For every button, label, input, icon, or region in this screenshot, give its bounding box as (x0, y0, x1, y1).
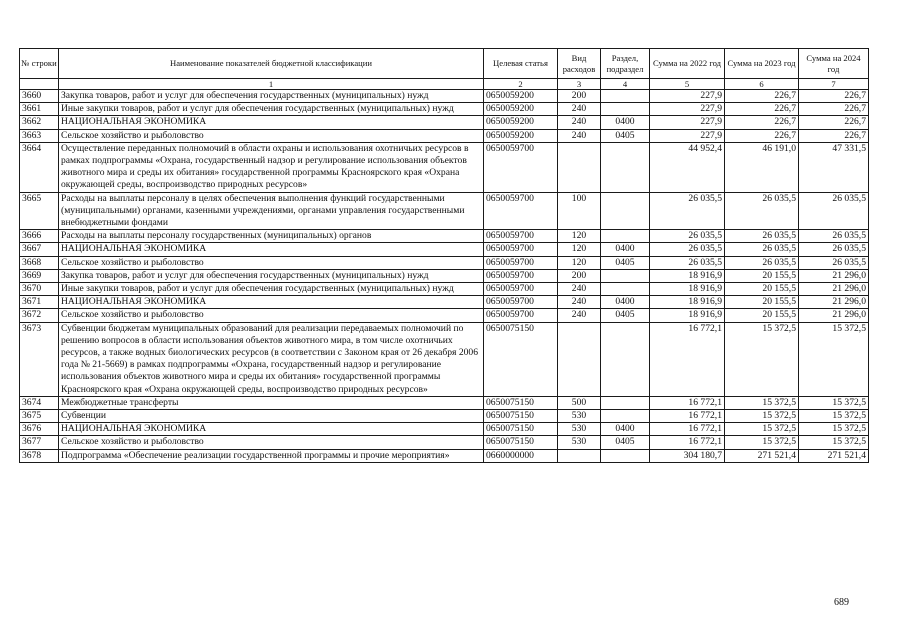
cell-expense-type: 240 (558, 116, 601, 129)
cell-target-code: 0650059700 (484, 296, 558, 309)
cell-sum-2024: 47 331,5 (799, 142, 869, 192)
column-number: 3 (558, 79, 601, 90)
cell-sum-2023: 20 155,5 (725, 283, 799, 296)
cell-expense-type (558, 142, 601, 192)
cell-row-number: 3664 (20, 142, 59, 192)
cell-row-number: 3668 (20, 256, 59, 269)
cell-sum-2024: 21 296,0 (799, 269, 869, 282)
cell-row-number: 3677 (20, 436, 59, 449)
cell-section: 0405 (601, 309, 650, 322)
column-number: 2 (484, 79, 558, 90)
table-row (20, 309, 869, 322)
cell-expense-type: 530 (558, 436, 601, 449)
cell-sum-2024: 226,7 (799, 129, 869, 142)
cell-name: НАЦИОНАЛЬНАЯ ЭКОНОМИКА (59, 296, 484, 309)
cell-target-code: 0650075150 (484, 423, 558, 436)
table-row (20, 296, 869, 309)
cell-sum-2022: 227,9 (650, 116, 725, 129)
cell-sum-2023: 26 035,5 (725, 230, 799, 243)
header-expense-type: Вид расходов (558, 49, 601, 79)
cell-row-number: 3671 (20, 296, 59, 309)
cell-row-number: 3663 (20, 129, 59, 142)
header-row (20, 49, 869, 79)
cell-expense-type (558, 449, 601, 462)
cell-section (601, 396, 650, 409)
cell-name: Подпрограмма «Обеспечение реализации государственной программы и прочие мероприятия» (59, 449, 484, 462)
cell-target-code: 0650059200 (484, 90, 558, 103)
cell-row-number: 3661 (20, 103, 59, 116)
table-row (20, 396, 869, 409)
cell-target-code: 0650059200 (484, 103, 558, 116)
cell-sum-2022: 26 035,5 (650, 192, 725, 230)
cell-target-code: 0650059700 (484, 192, 558, 230)
cell-sum-2022: 16 772,1 (650, 322, 725, 396)
cell-name: Иные закупки товаров, работ и услуг для обеспечения государственных (муниципальных) нужд (59, 283, 484, 296)
cell-row-number: 3673 (20, 322, 59, 396)
cell-sum-2023: 15 372,5 (725, 322, 799, 396)
cell-target-code: 0650059700 (484, 230, 558, 243)
cell-section (601, 269, 650, 282)
cell-expense-type: 200 (558, 269, 601, 282)
cell-sum-2023: 20 155,5 (725, 296, 799, 309)
cell-name: НАЦИОНАЛЬНАЯ ЭКОНОМИКА (59, 116, 484, 129)
header-sum-2022: Сумма на 2022 год (650, 49, 725, 79)
table-row (20, 436, 869, 449)
cell-section (601, 103, 650, 116)
cell-sum-2022: 227,9 (650, 90, 725, 103)
cell-name: Расходы на выплаты персоналу в целях обеспечения выполнения функций государственными (муниципальными) органами, казенными учреждениями, органами управления государственными внебюджетными фондами (59, 192, 484, 230)
cell-row-number: 3676 (20, 423, 59, 436)
cell-target-code: 0650075150 (484, 410, 558, 423)
cell-sum-2024: 26 035,5 (799, 243, 869, 256)
cell-section (601, 192, 650, 230)
cell-row-number: 3665 (20, 192, 59, 230)
cell-sum-2023: 26 035,5 (725, 256, 799, 269)
cell-name: Субвенции (59, 410, 484, 423)
cell-target-code: 0650059700 (484, 309, 558, 322)
cell-name: Сельское хозяйство и рыболовство (59, 309, 484, 322)
cell-expense-type: 100 (558, 192, 601, 230)
cell-sum-2024: 26 035,5 (799, 230, 869, 243)
column-number: 1 (59, 79, 484, 90)
cell-section: 0400 (601, 296, 650, 309)
header-row-no: № строки (20, 49, 59, 79)
table-row (20, 90, 869, 103)
cell-sum-2024: 26 035,5 (799, 192, 869, 230)
column-number: 6 (725, 79, 799, 90)
cell-expense-type: 240 (558, 309, 601, 322)
cell-sum-2022: 44 952,4 (650, 142, 725, 192)
cell-name: Иные закупки товаров, работ и услуг для обеспечения государственных (муниципальных) нужд (59, 103, 484, 116)
cell-sum-2024: 271 521,4 (799, 449, 869, 462)
cell-section: 0405 (601, 129, 650, 142)
cell-section (601, 90, 650, 103)
cell-section (601, 449, 650, 462)
cell-expense-type: 120 (558, 230, 601, 243)
table-row (20, 269, 869, 282)
cell-sum-2023: 226,7 (725, 90, 799, 103)
cell-sum-2024: 15 372,5 (799, 410, 869, 423)
header-section: Раздел, подраздел (601, 49, 650, 79)
table-row (20, 103, 869, 116)
cell-sum-2022: 18 916,9 (650, 309, 725, 322)
cell-row-number: 3674 (20, 396, 59, 409)
cell-expense-type: 120 (558, 243, 601, 256)
page-number: 689 (834, 597, 849, 608)
header-sum-2023: Сумма на 2023 год (725, 49, 799, 79)
cell-sum-2023: 271 521,4 (725, 449, 799, 462)
cell-sum-2022: 26 035,5 (650, 243, 725, 256)
cell-section (601, 322, 650, 396)
cell-sum-2023: 15 372,5 (725, 423, 799, 436)
cell-row-number: 3662 (20, 116, 59, 129)
cell-target-code: 0650059700 (484, 269, 558, 282)
table-row (20, 192, 869, 230)
table-row (20, 243, 869, 256)
cell-sum-2024: 21 296,0 (799, 283, 869, 296)
cell-sum-2022: 16 772,1 (650, 410, 725, 423)
cell-section (601, 283, 650, 296)
budget-table (19, 48, 869, 463)
cell-expense-type: 500 (558, 396, 601, 409)
header-target: Целевая статья (484, 49, 558, 79)
cell-section: 0405 (601, 436, 650, 449)
cell-sum-2022: 18 916,9 (650, 269, 725, 282)
cell-sum-2024: 226,7 (799, 90, 869, 103)
cell-section: 0400 (601, 243, 650, 256)
table-row (20, 449, 869, 462)
cell-name: Расходы на выплаты персоналу государственных (муниципальных) органов (59, 230, 484, 243)
cell-sum-2022: 18 916,9 (650, 283, 725, 296)
cell-sum-2024: 15 372,5 (799, 436, 869, 449)
cell-name: НАЦИОНАЛЬНАЯ ЭКОНОМИКА (59, 423, 484, 436)
cell-target-code: 0650075150 (484, 322, 558, 396)
cell-name: Закупка товаров, работ и услуг для обеспечения государственных (муниципальных) нужд (59, 90, 484, 103)
cell-sum-2023: 226,7 (725, 116, 799, 129)
cell-sum-2023: 26 035,5 (725, 192, 799, 230)
cell-sum-2024: 226,7 (799, 103, 869, 116)
header-sum-2024: Сумма на 2024 год (799, 49, 869, 79)
cell-row-number: 3666 (20, 230, 59, 243)
cell-expense-type: 530 (558, 410, 601, 423)
table-row (20, 322, 869, 396)
cell-sum-2024: 21 296,0 (799, 309, 869, 322)
cell-name: Субвенции бюджетам муниципальных образований для реализации передаваемых полномочий по решению вопросов в области использования объектов животного мира, в том числе охотничьих ресурсов, а также водных биологических ресурсов (в соответствии с Законом края от 26 декабря 2006 года № 21-5669) в рамках подпрограммы «Охрана, государственный надзор и регулирование использования объектов животного мира и среды их обитания» государственной программы Красноярского края «Охрана окружающей среды, воспроизводство природных ресурсов» (59, 322, 484, 396)
cell-sum-2022: 26 035,5 (650, 230, 725, 243)
cell-sum-2024: 15 372,5 (799, 322, 869, 396)
cell-row-number: 3667 (20, 243, 59, 256)
cell-sum-2023: 15 372,5 (725, 396, 799, 409)
cell-target-code: 0650075150 (484, 436, 558, 449)
cell-sum-2024: 226,7 (799, 116, 869, 129)
cell-sum-2024: 15 372,5 (799, 423, 869, 436)
cell-sum-2023: 20 155,5 (725, 269, 799, 282)
cell-section (601, 230, 650, 243)
cell-name: Межбюджетные трансферты (59, 396, 484, 409)
cell-row-number: 3669 (20, 269, 59, 282)
cell-sum-2023: 15 372,5 (725, 436, 799, 449)
cell-row-number: 3672 (20, 309, 59, 322)
cell-name: Закупка товаров, работ и услуг для обеспечения государственных (муниципальных) нужд (59, 269, 484, 282)
cell-target-code: 0650059700 (484, 256, 558, 269)
cell-sum-2022: 16 772,1 (650, 396, 725, 409)
cell-expense-type: 240 (558, 103, 601, 116)
table-row (20, 116, 869, 129)
cell-sum-2022: 16 772,1 (650, 423, 725, 436)
cell-row-number: 3678 (20, 449, 59, 462)
cell-target-code: 0650059200 (484, 116, 558, 129)
column-number-row (20, 79, 869, 90)
cell-section: 0400 (601, 423, 650, 436)
cell-row-number: 3670 (20, 283, 59, 296)
cell-name: Сельское хозяйство и рыболовство (59, 129, 484, 142)
cell-sum-2022: 16 772,1 (650, 436, 725, 449)
cell-target-code: 0650059700 (484, 243, 558, 256)
cell-target-code: 0650059700 (484, 142, 558, 192)
cell-expense-type: 530 (558, 423, 601, 436)
cell-expense-type: 200 (558, 90, 601, 103)
cell-target-code: 0650059700 (484, 283, 558, 296)
cell-target-code: 0650075150 (484, 396, 558, 409)
header-name: Наименование показателей бюджетной классификации (59, 49, 484, 79)
cell-section: 0405 (601, 256, 650, 269)
cell-sum-2022: 26 035,5 (650, 256, 725, 269)
cell-expense-type: 120 (558, 256, 601, 269)
cell-sum-2023: 20 155,5 (725, 309, 799, 322)
cell-sum-2023: 26 035,5 (725, 243, 799, 256)
cell-name: НАЦИОНАЛЬНАЯ ЭКОНОМИКА (59, 243, 484, 256)
cell-sum-2023: 226,7 (725, 129, 799, 142)
cell-expense-type: 240 (558, 283, 601, 296)
cell-section (601, 410, 650, 423)
cell-expense-type: 240 (558, 296, 601, 309)
table-row (20, 283, 869, 296)
cell-name: Осуществление переданных полномочий в области охраны и использования охотничьих ресурсов в рамках подпрограммы «Охрана, государственный надзор и регулирование использования объектов животного мира и среды их обитания» государственной программы Красноярского края «Охрана окружающей среды, воспроизводство природных ресурсов» (59, 142, 484, 192)
table-body (20, 90, 869, 463)
cell-sum-2024: 26 035,5 (799, 256, 869, 269)
table-row (20, 142, 869, 192)
cell-sum-2023: 46 191,0 (725, 142, 799, 192)
cell-sum-2022: 227,9 (650, 103, 725, 116)
table-row (20, 230, 869, 243)
cell-expense-type (558, 322, 601, 396)
column-number (20, 79, 59, 90)
cell-row-number: 3660 (20, 90, 59, 103)
cell-section: 0400 (601, 116, 650, 129)
cell-name: Сельское хозяйство и рыболовство (59, 436, 484, 449)
cell-section (601, 142, 650, 192)
cell-name: Сельское хозяйство и рыболовство (59, 256, 484, 269)
cell-expense-type: 240 (558, 129, 601, 142)
cell-sum-2023: 226,7 (725, 103, 799, 116)
cell-sum-2022: 304 180,7 (650, 449, 725, 462)
cell-sum-2023: 15 372,5 (725, 410, 799, 423)
cell-target-code: 0650059200 (484, 129, 558, 142)
column-number: 4 (601, 79, 650, 90)
table-row (20, 129, 869, 142)
cell-sum-2024: 15 372,5 (799, 396, 869, 409)
cell-sum-2022: 18 916,9 (650, 296, 725, 309)
cell-sum-2022: 227,9 (650, 129, 725, 142)
cell-sum-2024: 21 296,0 (799, 296, 869, 309)
table-row (20, 410, 869, 423)
table-row (20, 256, 869, 269)
column-number: 7 (799, 79, 869, 90)
cell-row-number: 3675 (20, 410, 59, 423)
table-row (20, 423, 869, 436)
column-number: 5 (650, 79, 725, 90)
cell-target-code: 0660000000 (484, 449, 558, 462)
